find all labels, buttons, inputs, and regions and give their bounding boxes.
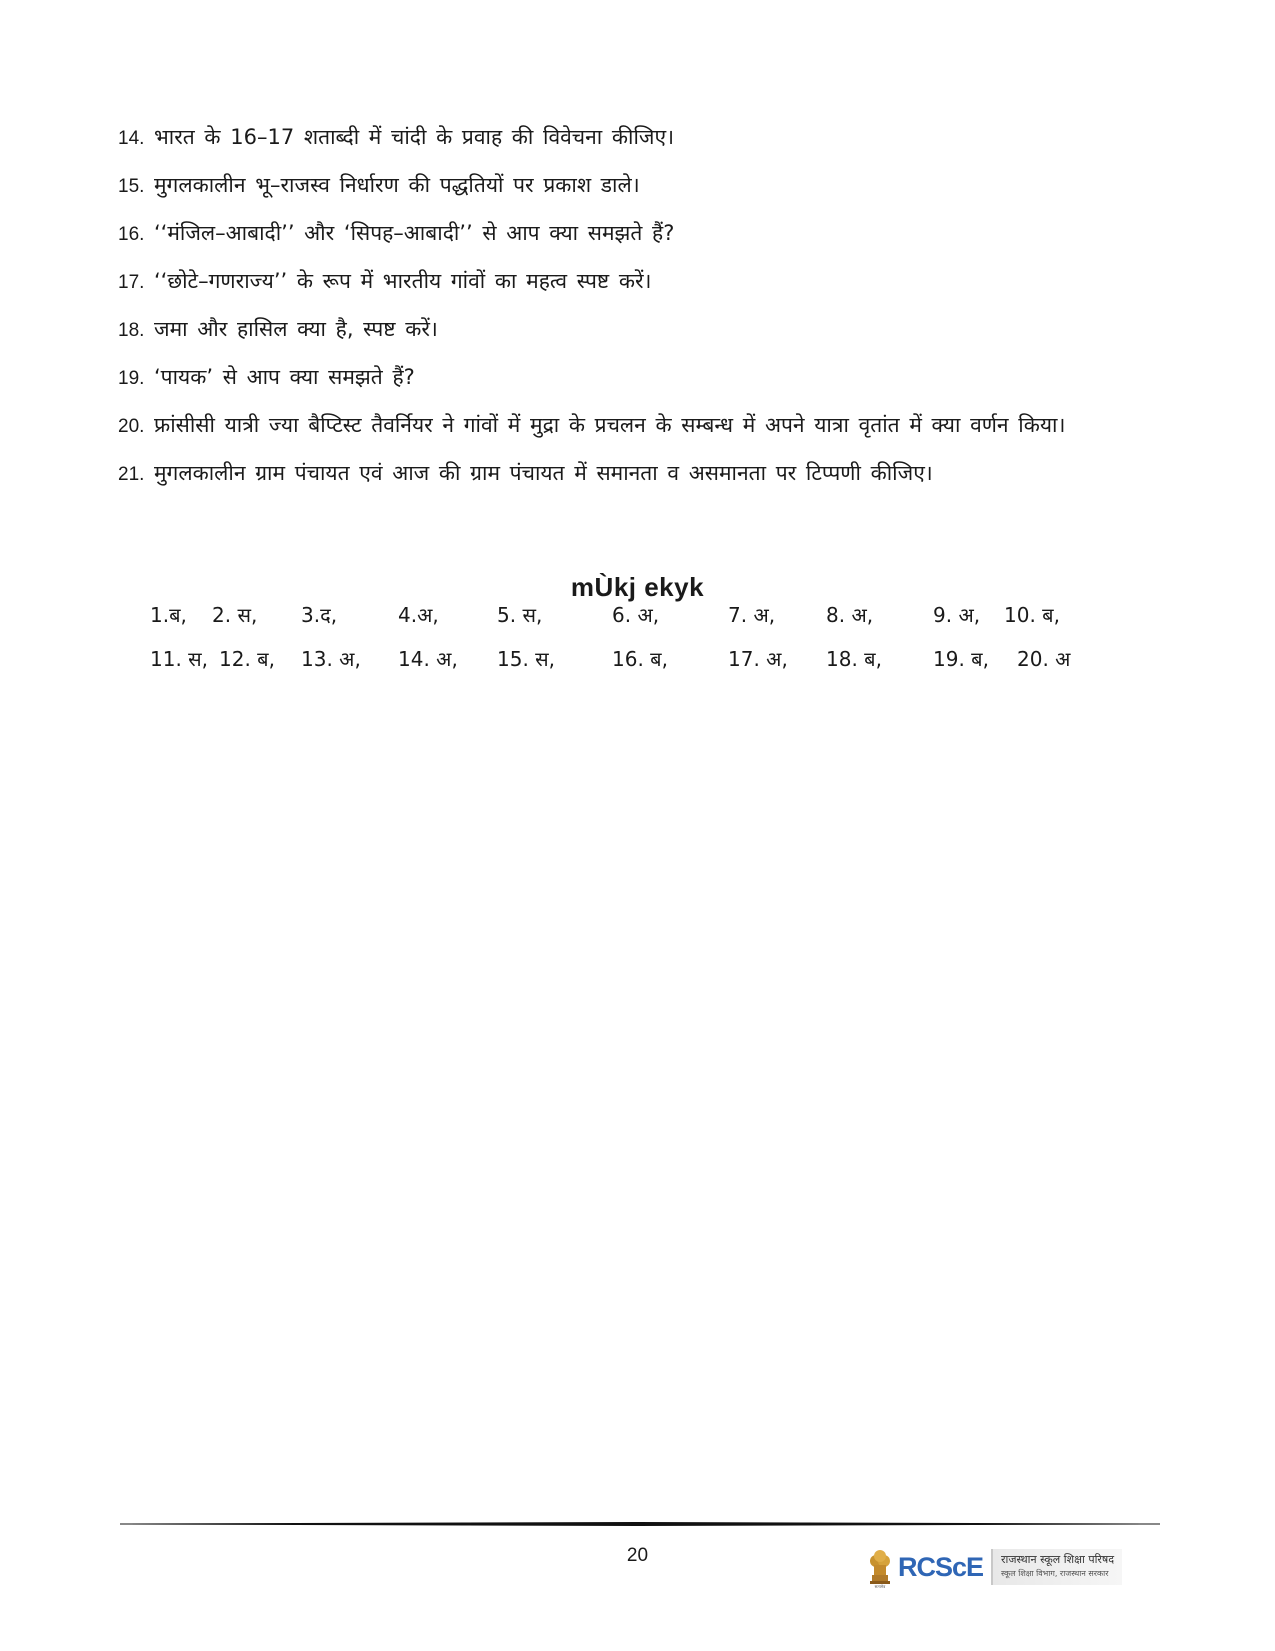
- question-text: मुगलकालीन ग्राम पंचायत एवं आज की ग्राम पंचायत में समानता व असमानता पर टिप्पणी कीजिए।: [154, 461, 933, 485]
- rcsce-logo: [866, 1544, 1136, 1590]
- answer-item: 2. स,: [212, 603, 258, 627]
- question-20: [118, 402, 1148, 450]
- state-emblem-icon: [866, 1545, 894, 1589]
- question-number: 19.: [118, 368, 145, 389]
- logo-caption: [991, 1549, 1122, 1585]
- logo-caption-line2: स्कूल शिक्षा विभाग, राजस्थान सरकार: [1001, 1569, 1109, 1578]
- answer-item: 8. अ,: [826, 603, 874, 627]
- question-15: [118, 162, 1148, 210]
- question-number: 18.: [118, 320, 145, 341]
- answer-item: 17. अ,: [728, 647, 788, 671]
- logo-caption-line1: राजस्थान स्कूल शिक्षा परिषद: [1001, 1553, 1115, 1566]
- answer-item: 13. अ,: [301, 647, 361, 671]
- question-number: 15.: [118, 176, 145, 197]
- answer-item: 16. ब,: [612, 647, 668, 671]
- answer-item: 20. अ: [1017, 647, 1071, 671]
- question-number: 20.: [118, 416, 145, 437]
- question-text: जमा और हासिल क्या है, स्पष्ट करें।: [154, 317, 438, 341]
- question-text: फ्रांसीसी यात्री ज्या बैप्टिस्ट तैवर्नियर ने गांवों में मुद्रा के प्रचलन के सम्बन्ध में अपने यात्रा वृतांत में क्या वर्णन किया।: [154, 413, 1066, 437]
- question-number: 17.: [118, 272, 145, 293]
- answer-item: 1.ब,: [150, 603, 187, 627]
- question-text: मुगलकालीन भू–राजस्व निर्धारण की पद्धतियों पर प्रकाश डाले।: [154, 173, 640, 197]
- answer-item: 5. स,: [497, 603, 543, 627]
- answer-item: 12. ब,: [219, 647, 275, 671]
- answer-item: 14. अ,: [398, 647, 458, 671]
- answer-item: 19. ब,: [933, 647, 989, 671]
- question-number: 16.: [118, 224, 145, 245]
- question-text: ‘‘छोटे–गणराज्य’’ के रूप में भारतीय गांवों का महत्व स्पष्ट करें।: [154, 269, 652, 293]
- question-14: [118, 114, 1148, 162]
- answer-item: 10. ब,: [1004, 603, 1060, 627]
- answer-item: 18. ब,: [826, 647, 882, 671]
- logo-wordmark: RCScE: [898, 1551, 984, 1582]
- answer-item: 4.अ,: [398, 603, 439, 627]
- footer-divider: [120, 1522, 1160, 1526]
- question-16: [118, 210, 1148, 258]
- answer-item: 7. अ,: [728, 603, 776, 627]
- answer-item: 15. स,: [497, 647, 556, 671]
- answer-item: 6. अ,: [612, 603, 660, 627]
- question-text: भारत के 16–17 शताब्दी में चांदी के प्रवाह की विवेचना कीजिए।: [154, 125, 675, 149]
- question-text: ‘पायक’ से आप क्या समझते हैं?: [154, 365, 415, 389]
- answer-item: 11. स,: [150, 647, 209, 671]
- question-list: [118, 114, 1148, 498]
- question-19: [118, 354, 1148, 402]
- question-number: 14.: [118, 128, 145, 149]
- svg-text:सत्यमेव: सत्यमेव: [874, 1584, 886, 1589]
- question-21: [118, 450, 1148, 498]
- answer-item: 9. अ,: [933, 603, 981, 627]
- question-number: 21.: [118, 464, 145, 485]
- answer-item: 3.द,: [301, 603, 338, 627]
- question-text: ‘‘मंजिल–आबादी’’ और ‘सिपह–आबादी’’ से आप क्या समझते हैं?: [154, 221, 675, 245]
- page-number: 20: [626, 1545, 649, 1566]
- question-18: [118, 306, 1148, 354]
- answer-key-title: mÙkj ekyk: [570, 572, 705, 602]
- question-17: [118, 258, 1148, 306]
